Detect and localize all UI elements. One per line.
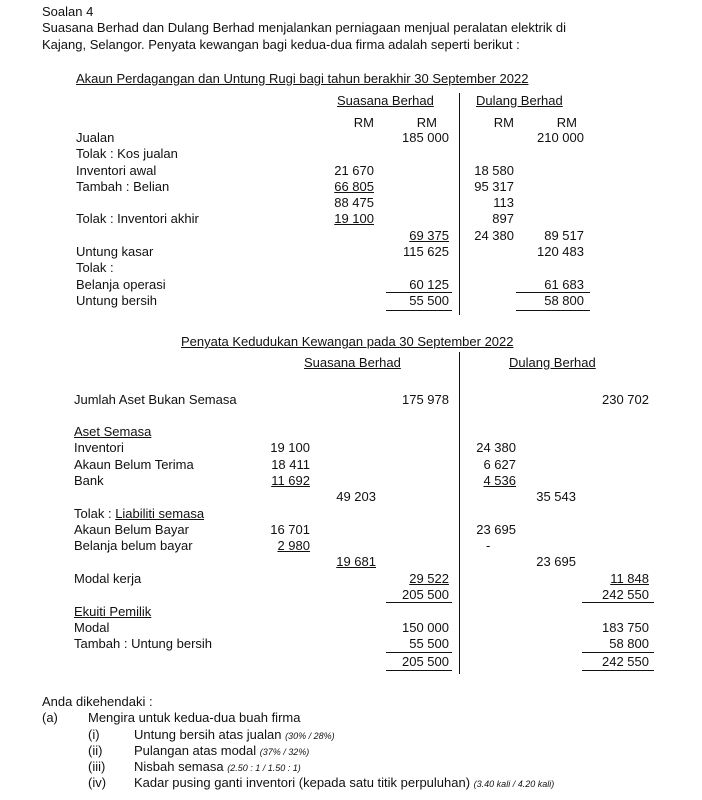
label-payables: Akaun Belum Bayar (74, 522, 189, 537)
value-cell: 29 522 (409, 571, 449, 586)
item-label: Kadar pusing ganti inventori (kepada satu titik perpuluhan) (134, 775, 471, 790)
label-less-cost: Tolak : Kos jualan (76, 146, 178, 161)
label-bank: Bank (74, 473, 104, 488)
value-cell: 89 517 (544, 228, 584, 243)
label-operating-expenses: Belanja operasi (76, 277, 166, 292)
label-less-current-liabilities (74, 506, 204, 521)
label-purchases: Tambah : Belian (76, 179, 170, 194)
total-rule (386, 602, 452, 603)
value-cell: 185 000 (402, 130, 449, 145)
current-liabilities-label: Liabiliti semasa (115, 506, 205, 521)
value-cell: 11 848 (610, 571, 649, 586)
label-accrued-expenses: Belanja belum bayar (74, 538, 193, 553)
value-cell: 6 627 (483, 457, 516, 472)
value-cell: 11 692 (271, 473, 310, 488)
value-cell: 35 543 (536, 489, 576, 504)
item-text (134, 759, 301, 776)
value-cell: 2 980 (277, 538, 310, 553)
value-cell: - (486, 538, 491, 553)
rm-header: RM (556, 115, 577, 130)
value-cell: 897 (492, 211, 514, 226)
value-cell: 60 125 (409, 277, 449, 292)
label-inventory: Inventori (74, 440, 124, 455)
value-cell: 95 317 (474, 179, 514, 194)
value-cell: 242 550 (602, 587, 649, 602)
value-cell: 16 701 (270, 522, 310, 537)
total-rule (516, 310, 590, 311)
label-sales: Jualan (76, 130, 115, 145)
value-cell: 120 483 (537, 244, 584, 259)
value-cell: 18 411 (271, 457, 310, 472)
value-cell: 21 670 (334, 163, 374, 178)
value-cell: 175 978 (402, 392, 449, 407)
item-answer-hint: (37% / 32%) (259, 747, 310, 757)
item-label: Untung bersih atas jualan (134, 727, 282, 742)
value-cell: 19 100 (270, 440, 310, 455)
total-rule (386, 670, 452, 671)
label-receivables: Akaun Belum Terima (74, 457, 194, 472)
item-text (134, 727, 335, 744)
label-working-capital: Modal kerja (74, 571, 142, 586)
balance-column-divider (459, 352, 460, 674)
balance-firm2-header: Dulang Berhad (509, 355, 596, 370)
value-cell: 55 500 (409, 293, 449, 308)
label-gross-profit: Untung kasar (76, 244, 154, 259)
rm-header: RM (416, 115, 437, 130)
total-rule (386, 310, 452, 311)
part-a-number: (a) (42, 710, 58, 725)
income-firm1-header: Suasana Berhad (337, 93, 434, 108)
value-cell: 61 683 (544, 277, 584, 292)
value-cell: 69 375 (409, 228, 449, 243)
part-a-text: Mengira untuk kedua-dua buah firma (88, 710, 301, 725)
item-label: Pulangan atas modal (134, 743, 257, 758)
value-cell: 230 702 (602, 392, 649, 407)
value-cell: 242 550 (602, 654, 649, 669)
item-answer-hint: (30% / 28%) (285, 731, 335, 741)
value-cell: 88 475 (334, 195, 374, 210)
value-cell: 19 100 (334, 211, 374, 226)
label-capital: Modal (74, 620, 110, 635)
label-add-net-profit: Tambah : Untung bersih (74, 636, 213, 651)
total-rule (582, 602, 654, 603)
item-number: (iii) (88, 759, 106, 774)
question-heading: Soalan 4 (42, 4, 94, 19)
value-cell: 205 500 (402, 654, 449, 669)
value-cell: 24 380 (474, 228, 514, 243)
value-cell: 49 203 (336, 489, 376, 504)
value-cell: 210 000 (537, 130, 584, 145)
item-label: Nisbah semasa (134, 759, 224, 774)
value-cell: 113 (493, 195, 514, 210)
balance-firm1-header: Suasana Berhad (304, 355, 401, 370)
balance-sheet-title: Penyata Kedudukan Kewangan pada 30 September 2022 (181, 334, 514, 349)
item-answer-hint: (3.40 kali / 4.20 kali) (473, 779, 555, 789)
item-number: (ii) (88, 743, 103, 758)
rm-header: RM (493, 115, 514, 130)
label-net-profit: Untung bersih (76, 293, 157, 308)
value-cell: 58 800 (609, 636, 649, 651)
value-cell: 23 695 (536, 554, 576, 569)
income-statement-title: Akaun Perdagangan dan Untung Rugi bagi tahun berakhir 30 September 2022 (76, 71, 529, 86)
value-cell: 66 805 (334, 179, 374, 194)
intro-line-2: Kajang, Selangor. Penyata kewangan bagi kedua-dua firma adalah seperti berikut : (42, 37, 520, 52)
label-equity: Ekuiti Pemilik (74, 604, 152, 619)
value-cell: 24 380 (476, 440, 516, 455)
value-cell: 18 580 (474, 163, 514, 178)
value-cell: 183 750 (602, 620, 649, 635)
value-cell: 19 681 (336, 554, 376, 569)
value-cell: 23 695 (476, 522, 516, 537)
income-column-divider (459, 93, 460, 315)
total-rule (582, 670, 654, 671)
value-cell: 4 536 (483, 473, 516, 488)
item-number: (iv) (88, 775, 107, 790)
label-opening-inventory: Inventori awal (76, 163, 157, 178)
value-cell: 55 500 (409, 636, 449, 651)
total-rule (386, 652, 452, 653)
requirements-intro: Anda dikehendaki : (42, 694, 153, 709)
value-cell: 115 625 (402, 244, 449, 259)
label-current-assets: Aset Semasa (74, 424, 152, 439)
value-cell: 58 800 (544, 293, 584, 308)
intro-line-1: Suasana Berhad dan Dulang Berhad menjalankan perniagaan menjual peralatan elektrik di (42, 20, 566, 35)
value-cell: 150 000 (402, 620, 449, 635)
item-text (134, 743, 309, 760)
total-rule (582, 652, 654, 653)
rm-header: RM (353, 115, 374, 130)
item-text (134, 775, 554, 792)
less-prefix: Tolak : (74, 506, 116, 521)
label-closing-inventory: Tolak : Inventori akhir (76, 211, 199, 226)
item-answer-hint: (2.50 : 1 / 1.50 : 1) (227, 763, 301, 773)
income-firm2-header: Dulang Berhad (476, 93, 563, 108)
label-non-current-assets: Jumlah Aset Bukan Semasa (74, 392, 237, 407)
label-less: Tolak : (76, 260, 114, 275)
value-cell: 205 500 (402, 587, 449, 602)
item-number: (i) (88, 727, 100, 742)
